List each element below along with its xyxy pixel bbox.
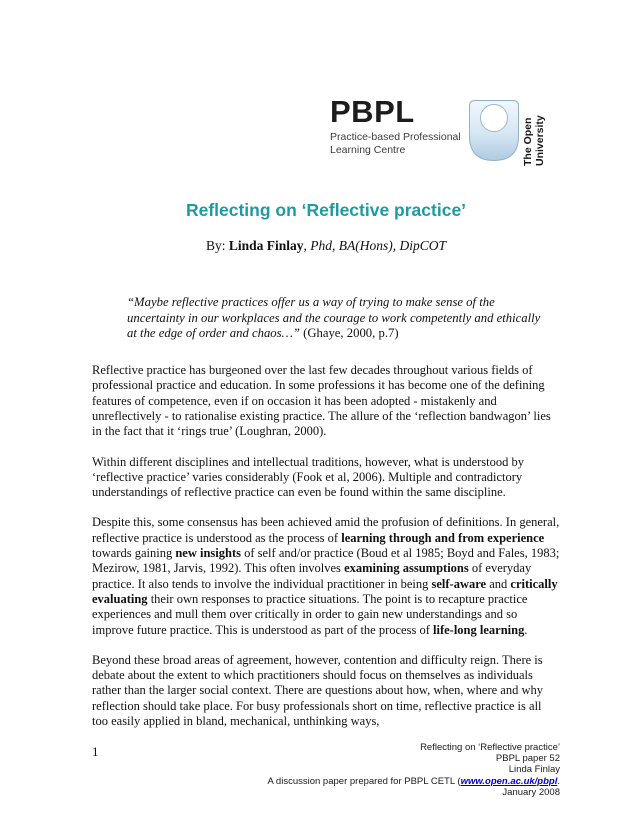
body-paragraph: Within different disciplines and intellectual traditions, however, what is understood by ‘reflective practice’ varies considerably (Fook et al, 2006). Multiple and contradictory understandings of reflective practice can even be found within the same discipline. [92,454,525,500]
byline-author: Linda Finlay [228,238,304,253]
byline [92,238,560,253]
byline-credentials: , Phd, BA(Hons), DipCOT [303,238,447,253]
footer-prepared-prefix: A discussion paper prepared for PBPL CETL ( [267,775,461,787]
document-content [92,200,560,744]
open-university-wordmark [520,99,548,166]
footer-line-author: Linda Finlay [508,764,560,776]
pbpl-subtitle-line2: Learning Centre [330,143,406,156]
epigraph-quote [127,295,552,342]
footer-line-date: January 2008 [502,786,560,798]
page-title: Reflecting on ‘Reflective practice’ [185,200,467,220]
open-university-shield-icon [468,99,520,162]
footer-line-title: Reflecting on ‘Reflective practice’ [420,742,560,753]
quote-text: “Maybe reflective practices offer us a way of trying to make sense of the uncertainty in our workplaces and the courage to work competently and ethically at the edge of order and chaos…” [127,295,541,341]
byline-prefix: By: [205,238,229,253]
pbpl-website-link[interactable]: www.open.ac.uk/pbpl [460,775,558,787]
body-paragraphs [92,363,560,729]
pbpl-acronym: PBPL [330,94,415,129]
body-paragraph: Despite this, some consensus has been achieved amid the profusion of definitions. In general, reflective practice is understood as the process of learning through and from experience towards gaining new insights of self and/or practice (Boud et al 1985; Boyd and Fales, 1983; Mezirow, 1981, Jarvis, 1992). This often involves examining assumptions of everyday practice. It also tends to involve the individual practitioner in being self-aware and critically evaluating their own responses to practice situations. The point is to recapture practice experiences and mull them over critically in order to gain new understandings and so improve future practice. This is understood as part of the process of life-long learning. [92,515,560,637]
ou-wordmark-line2: University [534,115,546,166]
footer-prepared-suffix: . [557,775,560,787]
body-paragraph: Beyond these broad areas of agreement, however, contention and difficulty reign. There is debate about the extent to which practitioners should focus on themselves as individuals rather than the larger social context. There are questions about how, when, where and why reflection should take place. For busy professionals short on time, reflective practice is all too easily applied in bland, mechanical, unthinking ways, [92,652,544,729]
footer-line-prepared [267,776,560,787]
footer-line-paper: PBPL paper 52 [495,753,560,765]
body-paragraph: Reflective practice has burgeoned over the last few decades throughout various fields of professional practice and education. In some professions it has become one of the defining features of competence, even if on occasion it has been adopted - mistakenly and unreflectively - to rationalise existing practice. The allure of the ‘reflection bandwagon’ lies in the fact that it ‘rings true’ (Loughran, 2000). [92,363,551,439]
quote-citation: (Ghaye, 2000, p.7) [299,326,399,341]
pbpl-subtitle [330,131,468,156]
ou-wordmark-line1: The Open [522,117,534,166]
pbpl-subtitle-line1: Practice-based Professional [330,131,461,143]
page-number: 1 [92,744,99,759]
pbpl-ou-logo [330,94,548,166]
pbpl-logo [330,94,468,156]
footer-citation-block [267,742,560,798]
